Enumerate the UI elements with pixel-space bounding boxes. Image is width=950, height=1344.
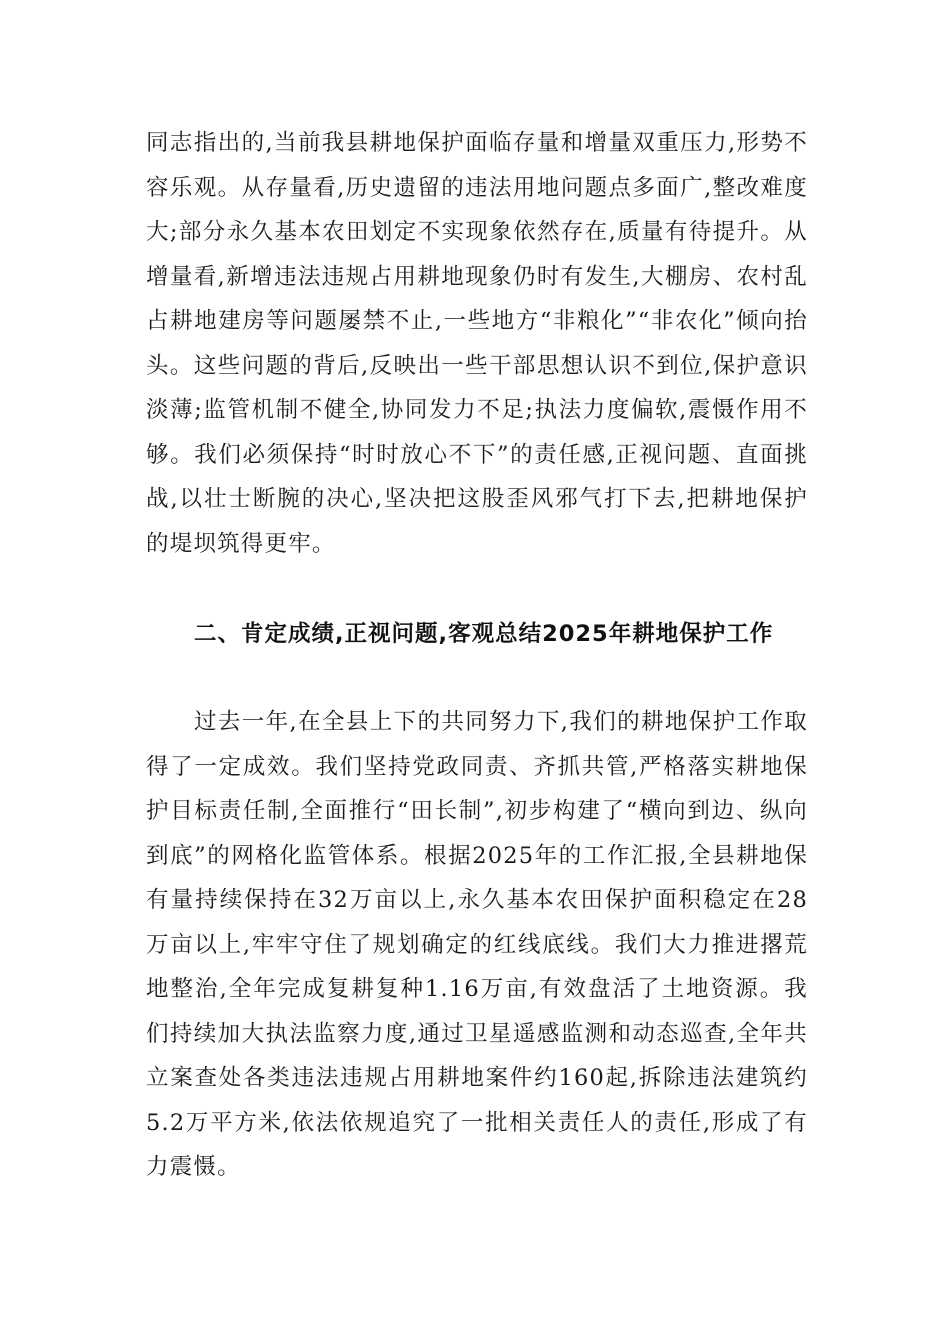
section-heading-2: 二、肯定成绩,正视问题,客观总结2025年耕地保护工作 xyxy=(194,621,774,647)
paragraph-achievements-2025: 过去一年,在全县上下的共同努力下,我们的耕地保护工作取得了一定成效。我们坚持党政同责、齐抓共管,严格落实耕地保护目标责任制,全面推行“田长制”,初步构建了“横向到边、纵向到底”的网格化监管体系。根据2025年的工作汇报,全县耕地保有量持续保持在32万亩以上,永久基本农田保护面积稳定在28万亩以上,牢牢守住了规划确定的红线底线。我们大力推进撂荒地整治,全年完成复耕复种1.16万亩,有效盘活了土地资源。我们持续加大执法监察力度,通过卫星遥感监测和动态巡查,全年共立案查处各类违法违规占用耕地案件约160起,拆除违法建筑约5.2万平方米,依法依规追究了一批相关责任人的责任,形成了有力震慑。 xyxy=(146,709,808,1180)
paragraph-pressure-analysis: 同志指出的,当前我县耕地保护面临存量和增量双重压力,形势不容乐观。从存量看,历史遗留的违法用地问题点多面广,整改难度大;部分永久基本农田划定不实现象依然存在,质量有待提升。从增量看,新增违法违规占用耕地现象仍时有发生,大棚房、农村乱占耕地建房等问题屡禁不止,一些地方“非粮化”“非农化”倾向抬头。这些问题的背后,反映出一些干部思想认识不到位,保护意识淡薄;监管机制不健全,协同发力不足;执法力度偏软,震慑作用不够。我们必须保持“时时放心不下”的责任感,正视问题、直面挑战,以壮士断腕的决心,坚决把这股歪风邪气打下去,把耕地保护的堤坝筑得更牢。 xyxy=(146,130,808,557)
